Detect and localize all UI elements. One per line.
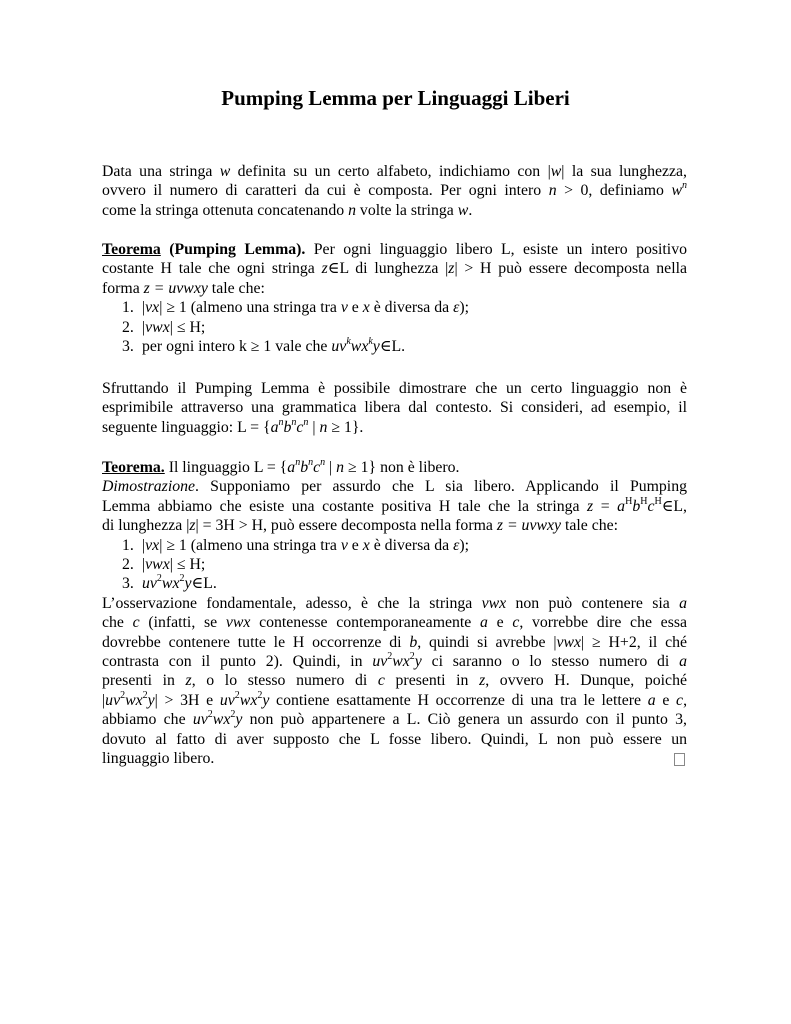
text-line: Data una stringa w definita su un certo alfabeto, indichiamo con |w| la sua lunghezza, <box>102 163 687 180</box>
list-item: 1. |vx| ≥ 1 (almeno una stringa tra v e x è diversa da ε); <box>122 536 469 554</box>
text-line: abbiamo che $uv^2wx^2y$ non può appartenere a L. Ciò genera un assurdo con il punto 3, <box>102 709 687 729</box>
pumping-lemma-theorem <box>102 240 687 356</box>
text-line: ovvero il numero di caratteri da cui è composta. Per ogni intero n > 0, definiamo $w^n$ <box>102 180 687 200</box>
text-line: che c (infatti, se vwx contenesse contemporaneamente a e c, vorrebbe dire che essa <box>102 614 687 632</box>
intro-paragraph <box>102 162 687 220</box>
text-line: Sfruttando il Pumping Lemma è possibile dimostrare che un certo linguaggio non è <box>102 380 687 397</box>
list-item: 3. per ogni intero k ≥ 1 vale che $uv^kwx^ky\in L$. <box>122 335 406 356</box>
text-line: $|uv^2wx^2y| > 3H$ e $uv^2wx^2y$ contiene esattamente H occorrenze di una tra le lettere a e c, <box>102 689 688 709</box>
text-line: Dimostrazione. Supponiamo per assurdo che L sia libero. Applicando il Pumping <box>102 478 687 496</box>
text-line: costante H tale che ogni stringa z∈L di lunghezza |z| > H può essere decomposta nella <box>102 260 687 278</box>
proof-label: Dimostrazione <box>102 478 196 496</box>
list-item: 1. |vx| ≥ 1 (almeno una stringa tra v e x è diversa da ε); <box>122 299 469 317</box>
condition-list <box>102 536 687 594</box>
text-line: presenti in z, o lo stesso numero di c presenti in z, ovvero H. Dunque, poiché <box>102 672 687 690</box>
text-line: esprimibile attraverso una grammatica libera dal contesto. Si consideri, ad esempio, il <box>102 399 687 417</box>
list-item: 2. |vwx| ≤ H; <box>122 318 206 336</box>
theorem-heading: Teorema. <box>102 459 165 476</box>
text-line: linguaggio libero. <box>102 749 687 768</box>
text-line: Lemma abbiamo che esiste una costante positiva H tale che la stringa $z = a^Hb^Hc^H\in L$, <box>102 495 687 515</box>
text-line: seguente linguaggio: $L = \{a^nb^nc^n$ | n ≥ 1}. <box>102 416 364 436</box>
language-theorem <box>102 458 687 769</box>
text-line: come la stringa ottenuta concatenando n volte la stringa w. <box>102 201 473 219</box>
text-line: di lunghezza |z| = 3H > H, può essere decomposta nella forma z = uvwxy tale che: <box>102 517 619 535</box>
text-line: contrasta con il punto 2). Quindi, in $uv^2wx^2y$ ci saranno o lo stesso numero di a <box>102 650 687 671</box>
list-item: 3. $uv^2wx^2y\in L$. <box>122 573 217 593</box>
theorem-heading: Teorema <box>102 241 161 258</box>
condition-list <box>102 298 687 356</box>
text-line: dovuto al fatto di aver supposto che L fosse libero. Quindi, L non può essere un <box>102 730 687 748</box>
text-line: Teorema (Pumping Lemma). Per ogni linguaggio libero L, esiste un intero positivo <box>102 241 687 258</box>
text-line: L’osservazione fondamentale, adesso, è che la stringa vwx non può contenere sia a <box>102 594 687 612</box>
text-line: Teorema. Il linguaggio $L = \{a^nb^nc^n$ | n ≥ 1} non è libero. <box>102 456 460 476</box>
example-paragraph <box>102 379 687 437</box>
text-line: forma z = uvwxy tale che: <box>102 279 265 297</box>
page-title: Pumping Lemma per Linguaggi Liberi <box>221 86 570 110</box>
list-item: 2. |vwx| ≤ H; <box>122 556 206 574</box>
qed-box-icon <box>674 753 685 766</box>
text-line: dovrebbe contenere tutte le H occorrenze di b, quindi si avrebbe |vwx| ≥ H+2, il ché <box>102 633 687 651</box>
